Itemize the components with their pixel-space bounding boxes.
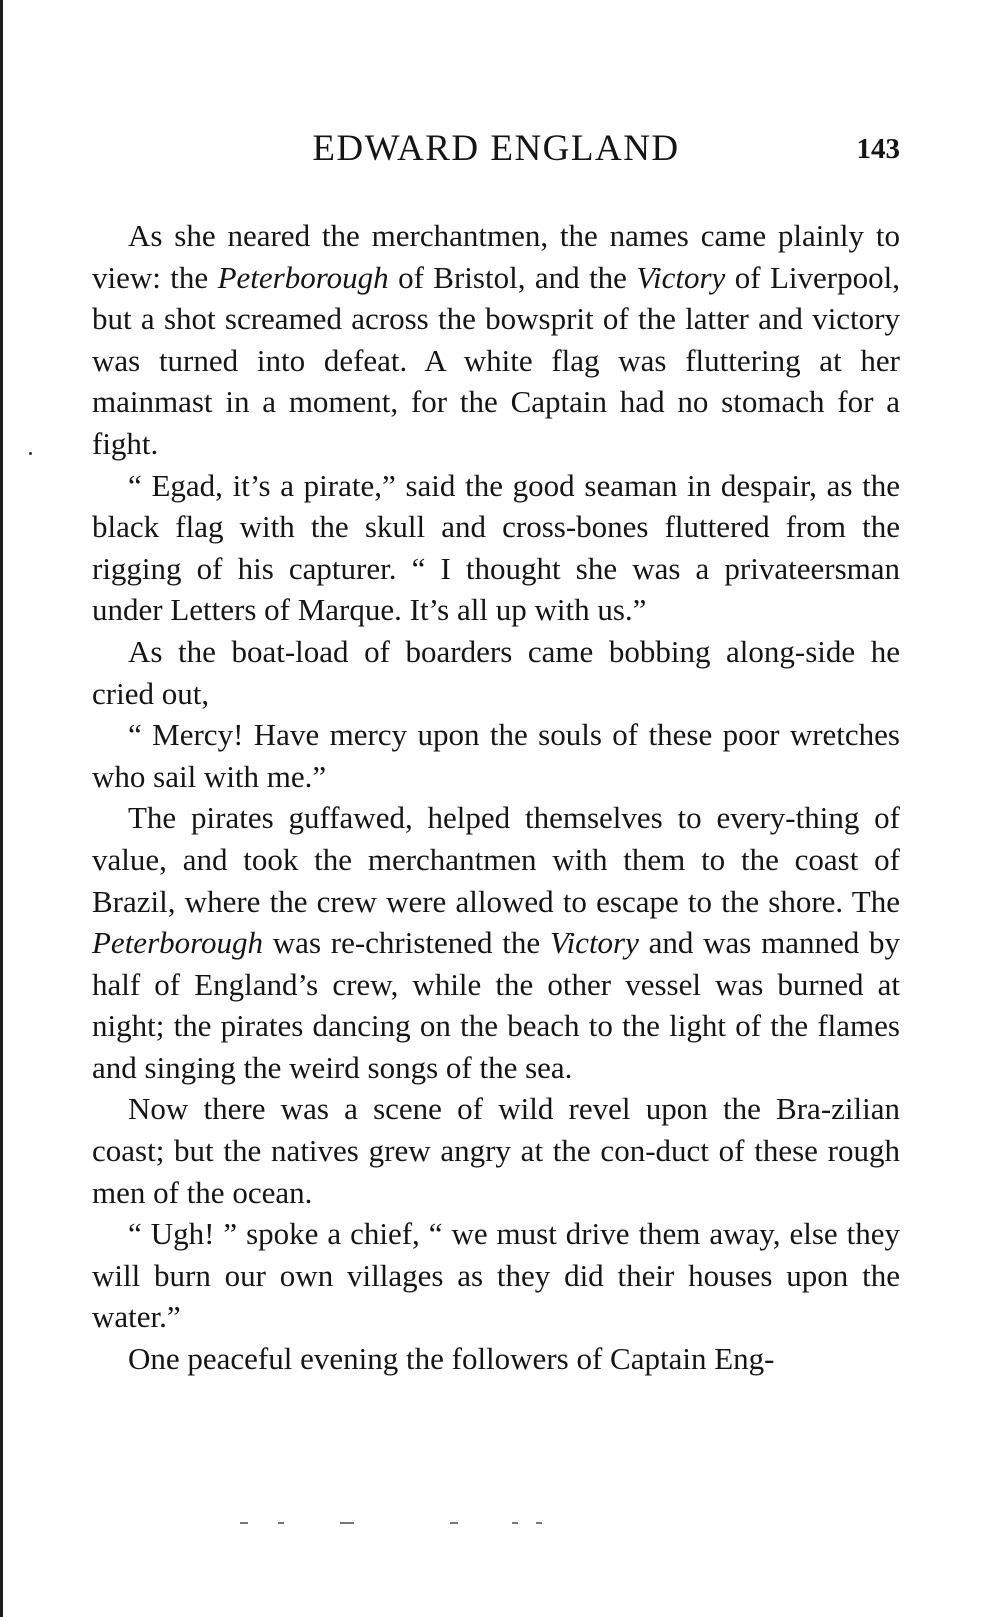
paragraph-1-text-c: of Liverpool, but a shot screamed across the bowsprit of the latter and victory was turned into defeat. A white flag was fluttering at her mainmast in a moment, for the Captain had no stomach for a fight. [92,259,900,461]
body-text [92,215,900,1380]
paragraph-5-text-b: was re-christened the [263,925,550,961]
ship-name: Peterborough [217,259,389,295]
paragraph-7: “ Ugh! ” spoke a chief, “ we must drive them away, else they will burn our own villages as they did their houses upon the water.” [92,1216,900,1335]
paragraph-2: “ Egad, it’s a pirate,” said the good seaman in despair, as the black flag with the skull and cross-bones fluttered from the rigging of his capturer. “ I thought she was a privateersman under Letters of Marque. It’s all up with us.” [92,467,900,628]
cropped-next-line [240,1522,560,1526]
ship-name: Peterborough [92,925,264,961]
margin-speck [29,452,32,455]
running-head [92,125,900,173]
paragraph-5-text-a: The pirates guffawed, helped themselves to every-thing of value, and took the merchantmen with them to the coast of Brazil, where the crew were allowed to escape to the shore. The [92,800,900,919]
paragraph-1-text-a: As she neared the merchantmen, the names came plainly to view: the [92,218,900,295]
page-edge [0,0,3,1617]
ship-name: Victory [636,259,726,295]
chapter-title: EDWARD ENGLAND [312,128,680,169]
paragraph-6: Now there was a scene of wild revel upon the Bra-zilian coast; but the natives grew angry at the con-duct of these rough men of the ocean. [92,1091,900,1210]
paragraph-1 [92,215,900,465]
paragraph-1-text-b: of Bristol, and the [388,259,637,295]
paragraph-4: “ Mercy! Have mercy upon the souls of these poor wretches who sail with me.” [92,717,900,794]
paragraph-3: As the boat-load of boarders came bobbing along-side he cried out, [92,633,900,711]
paragraph-5 [92,797,900,1088]
page-number: 143 [856,133,900,165]
paragraph-5-text-c: and was manned by half of England’s crew, while the other vessel was burned at night; the pirates dancing on the beach to the light of the flames and singing the weird songs of the sea. [92,925,900,1085]
ship-name: Victory [549,925,639,961]
paragraph-8: One peaceful evening the followers of Captain Eng- [128,1341,775,1377]
